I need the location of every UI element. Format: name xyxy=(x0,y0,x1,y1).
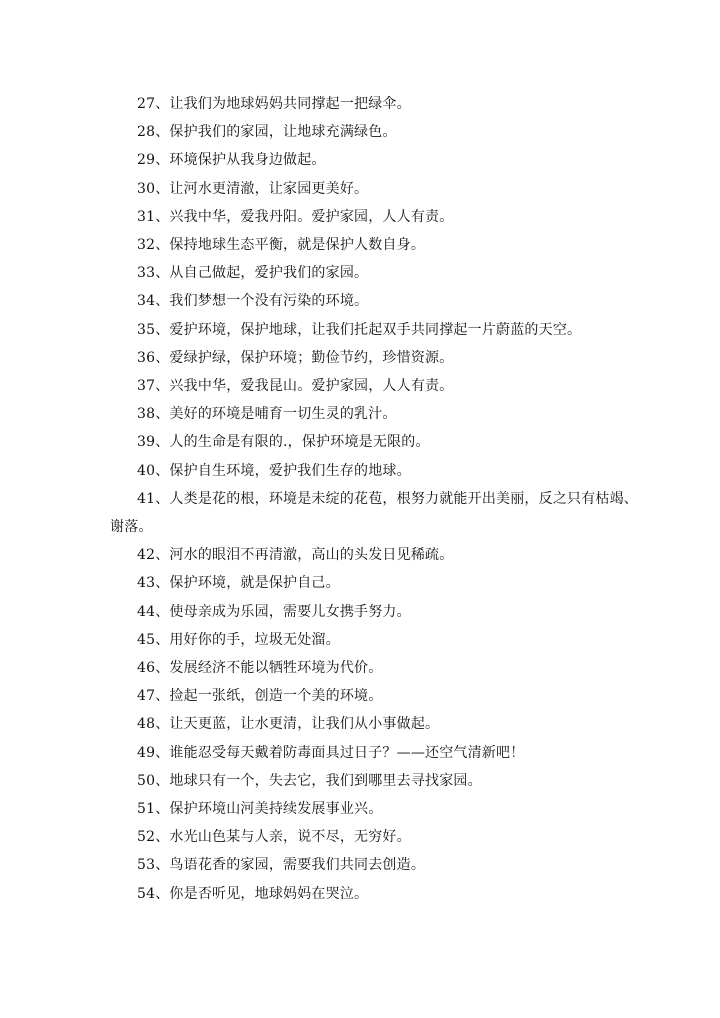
list-item: 50、地球只有一个，失去它，我们到哪里去寻找家园。 xyxy=(137,772,482,789)
list-item: 36、爱绿护绿，保护环境；勤俭节约，珍惜资源。 xyxy=(137,349,454,366)
list-item: 44、使母亲成为乐园，需要儿女携手努力。 xyxy=(137,603,411,620)
slogan-list xyxy=(110,90,640,908)
list-item: 33、从自己做起，爱护我们的家园。 xyxy=(137,265,369,282)
list-item: 30、让河水更清澈，让家园更美好。 xyxy=(137,180,369,197)
list-item: 46、发展经济不能以牺牲环境为代价。 xyxy=(137,660,383,677)
list-item: 40、保护自生环境，爱护我们生存的地球。 xyxy=(137,462,411,479)
list-item: 41、人类是花的根，环境是未绽的花苞，根努力就能开出美丽，反之只有枯竭、谢落。 xyxy=(110,490,639,536)
list-item: 37、兴我中华，爱我昆山。爱护家园，人人有责。 xyxy=(137,378,454,395)
list-item: 31、兴我中华，爱我丹阳。爱护家园，人人有责。 xyxy=(137,208,454,225)
list-item: 29、环境保护从我身边做起。 xyxy=(137,152,326,169)
list-item: 43、保护环境，就是保护自己。 xyxy=(137,575,340,592)
list-item: 39、人的生命是有限的.，保护环境是无限的。 xyxy=(137,434,430,451)
list-item: 28、保护我们的家园，让地球充满绿色。 xyxy=(137,124,397,141)
list-item: 49、谁能忍受每天戴着防毒面具过日子？——还空气清新吧！ xyxy=(137,744,525,761)
list-item: 38、美好的环境是哺育一切生灵的乳汁。 xyxy=(137,406,397,423)
list-item: 34、我们梦想一个没有污染的环境。 xyxy=(137,293,369,310)
list-item: 54、你是否听见，地球妈妈在哭泣。 xyxy=(137,885,369,902)
list-item: 52、水光山色某与人亲，说不尽，无穷好。 xyxy=(137,829,411,846)
list-item: 32、保持地球生态平衡，就是保护人数自身。 xyxy=(137,237,426,254)
list-item: 35、爱护环境，保护地球，让我们托起双手共同撑起一片蔚蓝的天空。 xyxy=(137,321,582,338)
list-item: 47、捡起一张纸，创造一个美的环境。 xyxy=(137,688,383,705)
list-item: 48、让天更蓝，让水更清，让我们从小事做起。 xyxy=(137,716,440,733)
list-item: 51、保护环境山河美持续发展事业兴。 xyxy=(137,801,383,818)
list-item: 27、让我们为地球妈妈共同撑起一把绿伞。 xyxy=(137,96,411,112)
list-item: 45、用好你的手，垃圾无处溜。 xyxy=(137,631,340,648)
list-item: 53、鸟语花香的家园，需要我们共同去创造。 xyxy=(137,857,426,874)
list-item: 42、河水的眼泪不再清澈，高山的头发日见稀疏。 xyxy=(137,547,454,564)
